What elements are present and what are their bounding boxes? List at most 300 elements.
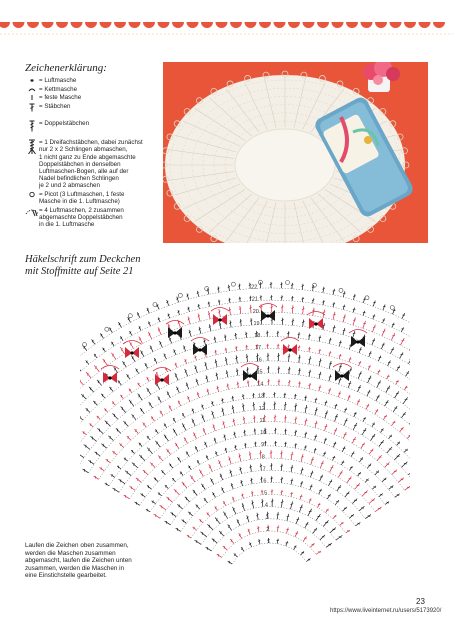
stitch-icon (350, 451, 355, 457)
legend-item-text: = Luftmasche (39, 77, 77, 84)
stitch-icon (342, 304, 346, 309)
stitch-icon (211, 492, 216, 498)
stitch-icon (314, 407, 318, 415)
stitch-icon (170, 512, 177, 518)
stitch-icon (309, 470, 314, 477)
stitch-icon (318, 385, 322, 391)
stitch-icon (228, 298, 231, 303)
stitch-icon (331, 455, 335, 461)
stitch-icon (332, 302, 335, 307)
stitch-icon (197, 304, 201, 309)
stitch-icon (376, 380, 382, 388)
stitch-icon (202, 428, 207, 435)
stitch-icon (239, 306, 242, 314)
stitch-icon (126, 435, 132, 441)
stitch-icon (290, 478, 294, 484)
stitch-icon (402, 397, 409, 405)
legend-item-text: = Doppelstäbchen (39, 119, 90, 127)
cluster-motif-icon (307, 312, 325, 330)
stitch-icon (189, 475, 196, 483)
stitch-icon (332, 325, 336, 332)
stitch-icon (299, 481, 303, 487)
stitch-icon (131, 462, 139, 469)
chain-arc-cluster-icon (25, 207, 39, 217)
stitch-icon (273, 392, 276, 397)
stitch-icon (146, 376, 151, 382)
stitch-icon (153, 358, 158, 364)
stitch-icon (165, 448, 171, 455)
stitch-icon (102, 358, 109, 366)
stitch-icon (117, 380, 122, 386)
stitch-icon (153, 513, 161, 519)
stitch-icon (156, 303, 160, 309)
stitch-icon (229, 538, 235, 544)
stitch-icon (356, 399, 361, 405)
stitch-icon (145, 508, 151, 513)
scallop-icon (187, 22, 199, 28)
stitch-icon (166, 391, 171, 398)
row-number-label: 3 (265, 514, 269, 521)
stitch-icon (332, 441, 337, 447)
stitch-icon (104, 420, 111, 427)
stitch-icon (198, 518, 203, 523)
stitch-icon (309, 484, 313, 490)
stitch-icon (333, 414, 338, 422)
stitch-icon (234, 445, 238, 450)
stitch-icon (366, 463, 372, 469)
stitch-icon (281, 318, 284, 325)
stitch-icon (391, 420, 397, 426)
stitch-icon (126, 374, 131, 380)
scallop-icon (100, 22, 112, 28)
stitch-icon (280, 450, 283, 458)
stitch-icon (308, 347, 311, 352)
scallop-icon (404, 22, 416, 28)
stitch-icon (352, 317, 357, 325)
stitch-icon (312, 527, 318, 534)
stitch-icon (390, 333, 396, 341)
doily-photo (163, 62, 428, 243)
stitch-icon (295, 517, 300, 524)
page-number: 23 (416, 597, 425, 606)
stitch-icon (130, 449, 135, 454)
stitch-icon (306, 558, 311, 563)
stitch-icon (347, 395, 352, 401)
stitch-icon (238, 297, 241, 302)
stitch-icon (234, 333, 237, 339)
scallop-icon (361, 22, 373, 28)
stitch-icon (337, 391, 341, 397)
stitch-icon (371, 338, 376, 345)
stitch-icon (101, 443, 108, 449)
stitch-icon (108, 386, 114, 392)
stitch-icon (294, 416, 297, 423)
stitch-icon (120, 406, 127, 414)
row-number-label: 14 (257, 381, 264, 388)
stitch-icon (398, 477, 405, 483)
stitch-icon (142, 469, 149, 476)
stitch-icon (186, 396, 191, 402)
stitch-icon (371, 324, 376, 332)
stitch-icon (389, 347, 394, 354)
stitch-icon (401, 461, 409, 468)
stitch-icon (362, 297, 366, 303)
instruction-note: Laufen die Zeichen oben zusammen, werden die Maschen zusammen abgemascht, laufen die Zeichen unten zusammen, werden die Maschen in eine Einstichstelle gearbeitet. (25, 542, 132, 580)
stitch-icon (88, 459, 95, 465)
stitch-icon (164, 520, 171, 526)
stitch-icon (201, 414, 206, 422)
stitch-icon (298, 504, 303, 512)
stitch-icon (168, 336, 173, 343)
stitch-icon (315, 550, 321, 555)
stitch-icon (138, 442, 143, 447)
stitch-icon (195, 378, 200, 385)
stitch-icon (290, 492, 293, 497)
scallop-icon (230, 22, 242, 28)
stitch-icon (214, 517, 221, 525)
stitch-icon (200, 531, 208, 538)
stitch-icon (227, 524, 233, 531)
legend-item-text: = Picot (3 Luftmaschen, 1 feste Masche in die 1. Luftmasche) (39, 191, 125, 206)
stitch-icon (137, 393, 143, 401)
stitch-icon (131, 414, 137, 421)
stitch-icon (207, 523, 214, 530)
stitch-icon (205, 375, 209, 382)
row-number-label: 11 (259, 417, 266, 424)
stitch-icon (337, 470, 343, 478)
stitch-icon (239, 319, 242, 326)
stitch-icon (273, 401, 276, 409)
stitch-icon (224, 334, 227, 340)
stitch-icon (220, 487, 225, 493)
stitch-icon (322, 520, 329, 528)
stitch-icon (194, 446, 199, 452)
stitch-icon (214, 451, 218, 457)
scallop-icon (288, 22, 300, 28)
stitch-icon (258, 539, 261, 544)
stitch-icon (267, 379, 269, 385)
stitch-icon (80, 393, 87, 400)
stitch-icon (343, 418, 349, 426)
scallop-icon (201, 22, 213, 28)
stitch-icon (253, 415, 256, 422)
stitch-icon (387, 360, 392, 366)
stitch-icon (175, 527, 181, 532)
stitch-icon (298, 381, 301, 387)
stitch-icon (146, 387, 152, 395)
stitch-icon (196, 460, 201, 466)
stitch-icon (228, 456, 233, 464)
stitch-icon (374, 506, 382, 513)
stitch-icon (301, 284, 304, 290)
stitch-icon (252, 393, 255, 398)
stitch-icon (257, 526, 261, 532)
stitch-icon (134, 428, 140, 434)
stitch-icon (403, 448, 408, 453)
stitch-icon (374, 470, 380, 476)
stitch-icon (343, 407, 347, 413)
legend-item-text: = feste Masche (39, 94, 82, 102)
stitch-icon (294, 394, 297, 399)
legend-item-text: = 1 Dreifachstäbchen, dabei zunächst nur 2 x 2 Schlingen abmaschen, 1 nicht ganz zu Ende abgemaschte Doppelstäbchen in denselben Luftmaschen-Bogen, alle auf der Nadel befindlichen Schlingen je 2 und 2 abmaschen (39, 139, 143, 190)
stitch-icon (325, 508, 330, 513)
stitch-icon (212, 424, 217, 431)
stitch-icon (227, 560, 233, 565)
picot-icon (25, 191, 39, 198)
stitch-icon (291, 283, 294, 289)
scallop-icon (158, 22, 170, 28)
stitch-icon (371, 485, 376, 490)
stitch-icon (380, 342, 385, 349)
stitch-icon (164, 484, 169, 489)
source-url: https://www.liveinternet.ru/users/5173920/ (330, 608, 442, 614)
stitch-icon (213, 336, 217, 342)
stitch-icon (208, 324, 212, 331)
double-treble-icon (25, 120, 39, 132)
stitch-icon (138, 336, 144, 344)
stitch-icon (308, 333, 311, 339)
stitch-icon (181, 481, 188, 489)
single-crochet-icon (25, 94, 39, 101)
stitch-icon (181, 423, 187, 431)
stitch-icon (89, 423, 94, 428)
stitch-icon (280, 464, 283, 471)
stitch-icon (366, 389, 371, 396)
stitch-icon (304, 432, 308, 438)
stitch-icon (267, 366, 269, 373)
stitch-icon (218, 322, 222, 329)
stitch-icon (138, 454, 145, 461)
stitch-icon (96, 379, 102, 386)
stitch-icon (149, 462, 156, 469)
stitch-icon (340, 460, 345, 466)
stitch-icon (82, 468, 89, 474)
stitch-icon (378, 439, 385, 447)
stitch-icon (97, 427, 105, 434)
stitch-icon (222, 545, 228, 551)
stitch-icon (391, 469, 398, 476)
stitch-icon (308, 356, 312, 364)
stitch-icon (209, 478, 214, 485)
stitch-icon (270, 282, 272, 288)
stitch-icon (138, 326, 142, 332)
cluster-motif-icon (153, 368, 171, 386)
stitch-icon (192, 432, 197, 439)
legend-item (25, 103, 161, 112)
stitch-icon (388, 485, 394, 491)
stitch-icon (219, 473, 224, 480)
stitch-icon (396, 365, 401, 371)
stitch-icon (246, 354, 249, 362)
stitch-icon (328, 361, 332, 369)
stitch-icon (163, 353, 168, 359)
stitch-icon (205, 546, 212, 552)
picot-icon (231, 282, 235, 286)
stitch-icon (204, 362, 209, 370)
stitch-icon (217, 286, 220, 292)
stitch-icon (338, 364, 343, 372)
stitch-icon (146, 307, 151, 313)
stitch-icon (287, 354, 290, 362)
stitch-icon (149, 345, 154, 352)
stitch-icon (246, 515, 250, 522)
stitch-icon (177, 503, 184, 509)
stitch-icon (206, 389, 210, 395)
cluster-motif-icon (191, 338, 209, 356)
triple-treble-cluster-icon (25, 139, 39, 155)
picot-icon (390, 306, 394, 310)
stitch-icon (352, 294, 356, 300)
picot-icon (339, 288, 343, 292)
stitch-icon (93, 475, 99, 480)
stitch-icon (124, 470, 132, 477)
stitch-icon (146, 484, 152, 490)
stitch-icon (377, 355, 382, 361)
stitch-icon (167, 313, 171, 319)
stitch-icon (332, 312, 336, 320)
stitch-icon (385, 385, 391, 393)
stitch-icon (217, 460, 222, 468)
stitch-icon (301, 297, 304, 302)
stitch-icon (358, 347, 362, 353)
stitch-icon (358, 505, 365, 511)
stitch-icon (361, 490, 368, 497)
stitch-icon (286, 514, 290, 521)
row-number-label: 6 (263, 478, 267, 485)
stitch-icon (118, 478, 126, 485)
stitch-icon (231, 405, 235, 413)
stitch-icon (259, 282, 262, 288)
stitch-icon (393, 391, 399, 399)
stitch-icon (299, 494, 303, 500)
legend-item (25, 120, 161, 132)
stitch-icon (291, 318, 294, 325)
stitch-icon (351, 437, 357, 444)
stitch-icon (119, 394, 124, 399)
scallop-icon (303, 22, 315, 28)
stitch-icon (301, 306, 304, 314)
stitch-icon (380, 428, 385, 433)
stitch-icon (324, 400, 328, 405)
stitch-icon (230, 483, 234, 489)
stitch-icon (168, 463, 174, 469)
stitch-icon (322, 300, 325, 305)
stitch-icon (226, 383, 230, 389)
stitch-icon (277, 366, 280, 373)
stitch-icon (128, 399, 135, 407)
cluster-motif-icon (349, 330, 367, 348)
stitch-icon (256, 513, 260, 520)
stitch-icon (357, 471, 362, 476)
stitch-icon (304, 405, 308, 413)
stitch-icon (254, 442, 257, 447)
stitch-icon (266, 344, 268, 349)
stitch-icon (314, 421, 318, 428)
stitch-icon (319, 534, 326, 541)
stitch-icon (231, 496, 235, 502)
stitch-icon (318, 488, 323, 494)
stitch-icon (203, 441, 208, 447)
legend-item-text: = 4 Luftmaschen, 2 zusammen abgemaschte Doppelstäbchen in die 1. Luftmasche (39, 206, 124, 229)
picot-icon (286, 281, 290, 285)
stitch-icon (203, 497, 208, 503)
stitch-icon (360, 442, 366, 449)
stitch-icon (325, 542, 332, 548)
stitch-icon (392, 405, 398, 412)
stitch-icon (302, 319, 305, 326)
stitch-icon (102, 347, 107, 352)
stitch-icon (242, 403, 246, 411)
stitch-icon (100, 393, 106, 399)
stitch-icon (270, 450, 272, 458)
scallop-icon (27, 22, 39, 28)
stitch-icon (324, 410, 329, 418)
stitch-icon (201, 404, 205, 410)
stitch-icon (294, 430, 297, 436)
stitch-icon (322, 287, 325, 293)
stitch-icon (285, 527, 289, 533)
stitch-icon (264, 441, 267, 446)
stitch-icon (339, 521, 344, 526)
picot-icon (153, 303, 157, 307)
legend-item (25, 77, 161, 84)
stitch-icon (403, 385, 408, 390)
stitch-icon (394, 453, 401, 460)
scallop-icon (245, 22, 257, 28)
stitch-icon (318, 349, 321, 354)
stitch-icon (182, 345, 186, 351)
stitch-icon (248, 542, 252, 548)
stitch-icon (319, 460, 324, 468)
stitch-icon (191, 408, 195, 414)
stitch-icon (150, 416, 155, 422)
stitch-icon (290, 452, 294, 460)
stitch-icon (270, 463, 272, 470)
stitch-icon (336, 485, 342, 492)
stitch-icon (338, 340, 342, 346)
stitch-icon (277, 353, 280, 361)
stitch-icon (232, 418, 236, 425)
stitch-icon (400, 412, 406, 419)
legend-title: Zeichenerklärung: (25, 62, 107, 74)
stitch-icon (245, 332, 248, 338)
stitch-icon (358, 457, 363, 463)
stitch-icon (283, 393, 286, 398)
stitch-icon (382, 414, 387, 420)
stitch-icon (225, 370, 229, 377)
stitch-icon (227, 285, 230, 291)
stitch-icon (224, 348, 227, 353)
stitch-icon (277, 331, 280, 337)
stitch-icon (216, 553, 222, 558)
stitch-icon (108, 435, 115, 442)
row-number-label: 22 (251, 284, 258, 291)
stitch-icon (221, 407, 225, 415)
stitch-icon (346, 476, 353, 484)
scallop-icon (85, 22, 97, 28)
stitch-icon (80, 366, 82, 371)
stitch-icon (242, 416, 245, 423)
stitch-icon (108, 327, 113, 333)
stitch-icon (271, 304, 273, 312)
stitch-icon (399, 337, 405, 345)
legend-item (25, 207, 161, 229)
slip-stitch-icon (25, 86, 39, 93)
diagram-title-line: mit Stoffmitte auf Seite 21 (25, 266, 134, 277)
stitch-icon (304, 395, 307, 400)
stitch-icon (111, 401, 116, 406)
stitch-icon (147, 331, 153, 339)
